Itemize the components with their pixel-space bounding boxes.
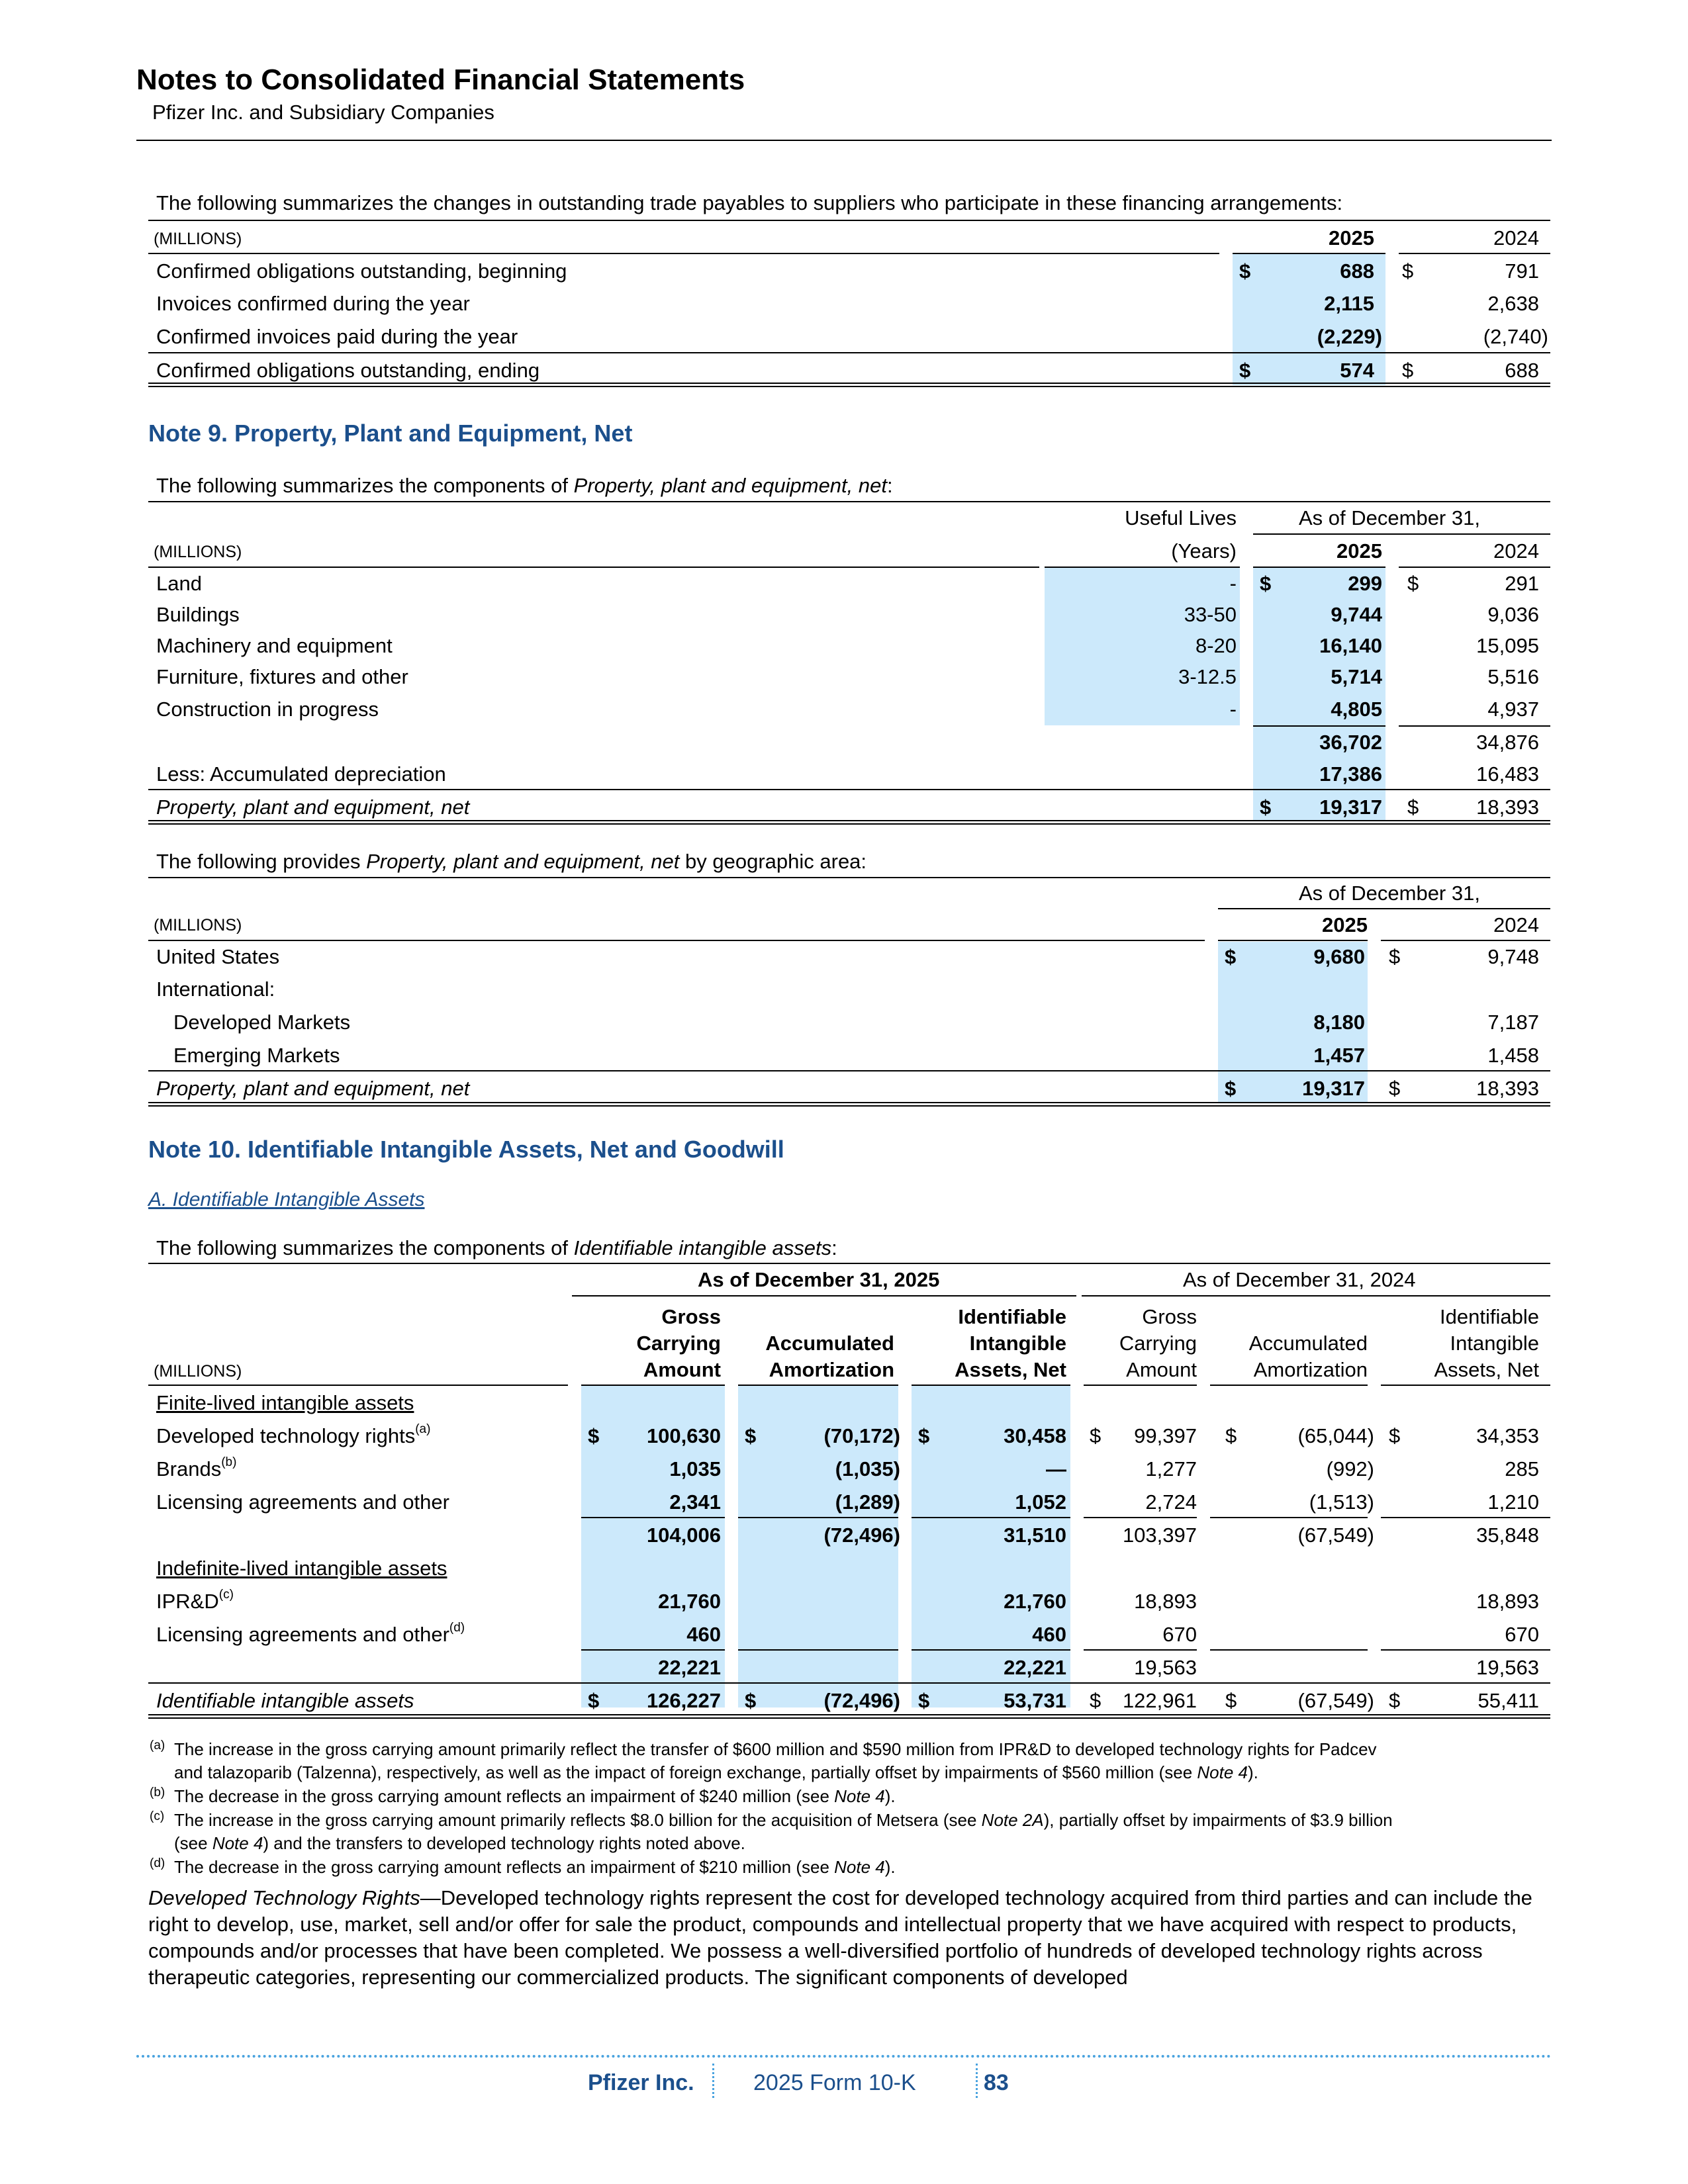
header-underline [148,1385,568,1386]
payables-intro: The following summarizes the changes in outstanding trade payables to suppliers who participate in these financing arrangements: [156,191,1343,214]
unit-label: (MILLIONS) [154,1362,242,1381]
accum-2024: (67,549) [1297,1524,1374,1547]
total-2025: 19,317 [1302,1077,1365,1100]
accum-2025: (72,496) [823,1689,900,1712]
net-2025: 21,760 [1004,1590,1066,1613]
header-underline [1381,940,1550,941]
gross-2024: 2,724 [1145,1490,1197,1514]
group-header-2024: As of December 31, 2024 [1183,1268,1416,1291]
value-2025: (2,229) [1317,325,1382,348]
footer-company: Pfizer Inc. [588,2070,694,2095]
header-underline [738,1385,898,1386]
col-net-line: Identifiable [958,1305,1066,1328]
value-2024: 9,748 [1487,945,1539,968]
gross-2025: 21,760 [658,1590,721,1613]
currency-symbol: $ [918,1424,930,1447]
value-2025: 5,714 [1331,665,1382,688]
accum-2024: (992) [1326,1457,1374,1480]
col-accum-line: Amortization [1253,1358,1368,1381]
gross-2025: 22,221 [658,1656,721,1679]
value-2024: 291 [1505,572,1539,595]
value-2024: 1,458 [1487,1044,1539,1067]
col-accum-line: Accumulated [1248,1332,1368,1355]
col-gross-line: Amount [1126,1358,1197,1381]
header-underline [148,567,1039,568]
currency-symbol: $ [1225,1424,1237,1447]
note-10-heading: Note 10. Identifiable Intangible Assets, Net and Goodwill [148,1136,784,1163]
intangibles-intro: The following summarizes the components of Identifiable intangible assets: [156,1236,837,1259]
header-underline [1084,1385,1197,1386]
header-underline [1399,567,1550,568]
column-header-2025: 2025 [1336,539,1382,563]
value-2024: 5,516 [1487,665,1539,688]
table-row-label: United States [156,945,280,968]
table-row-label: Licensing agreements and other [156,1490,449,1514]
col-net-line: Assets, Net [1434,1358,1539,1381]
useful-life: 3-12.5 [1178,665,1237,688]
useful-life: 8-20 [1195,634,1237,657]
col-net-line: Intangible [969,1332,1066,1355]
note-9-heading: Note 9. Property, Plant and Equipment, Net [148,420,633,447]
subtotal-rule [1210,1517,1368,1518]
col-net-line: Identifiable [1440,1305,1539,1328]
net-2025: 53,731 [1004,1689,1066,1712]
table-row-label: Buildings [156,603,240,626]
useful-life: - [1229,698,1237,721]
group-underline [572,1295,1076,1297]
accum-2025: (72,496) [823,1524,900,1547]
column-header-2025: 2025 [1322,913,1368,936]
developed-technology-paragraph: Developed Technology Rights—Developed technology rights represent the cost for developed technology acquired from third parties and can include the right to develop, use, market, sell and/or offer for sale the product, compounds and intellectual property that we have acquired with respect to products, compounds and/or processes that have been completed. We possess a well-diversified portfolio of hundreds of developed technology rights across therapeutic categories, representing our commercialized products. The significant components of developed [148,1886,1532,1989]
col-gross-line: Gross [1142,1305,1197,1328]
net-2024: 285 [1505,1457,1539,1480]
accum-2024: (1,513) [1309,1490,1374,1514]
value-2025: 1,457 [1313,1044,1365,1067]
table-row-label: Confirmed obligations outstanding, beginning [156,259,567,283]
accum-2025: (1,035) [835,1457,900,1480]
column-header-2024: 2024 [1493,226,1539,250]
col-accum-line: Amortization [769,1358,894,1381]
value-2025: 299 [1348,572,1382,595]
value-2025: 16,140 [1319,634,1382,657]
header-underline [1253,567,1385,568]
net-2024: 670 [1505,1623,1539,1646]
column-header-2025: 2025 [1329,226,1374,250]
currency-symbol: $ [1389,1077,1401,1100]
currency-symbol: $ [745,1424,757,1447]
currency-symbol: $ [1090,1689,1102,1712]
finite-lived-label: Finite-lived intangible assets [156,1391,414,1414]
useful-life: - [1229,572,1237,595]
gross-2024: 670 [1162,1623,1197,1646]
header-underline [1218,940,1368,941]
col-gross-line: Gross [661,1305,721,1328]
footer-form: 2025 Form 10-K [753,2070,916,2095]
header-underline [1045,567,1240,568]
subtotal-rule [581,1517,725,1518]
table-row-label: Confirmed obligations outstanding, ending [156,359,540,382]
gross-2024: 122,961 [1122,1689,1197,1712]
net-2024: 1,210 [1487,1490,1539,1514]
subtotal-rule [912,1649,1070,1651]
value-2025: 8,180 [1313,1011,1365,1034]
currency-symbol: $ [1225,1077,1237,1100]
currency-symbol: $ [1090,1424,1102,1447]
total-double-rule [148,1714,1550,1719]
currency-symbol: $ [1389,945,1401,968]
table-row-label: Developed technology rights$^{(a)}$ [156,1422,431,1447]
unit-label: (MILLIONS) [154,543,242,561]
currency-symbol: $ [1260,796,1272,819]
total-2024: 18,393 [1476,1077,1539,1100]
currency-symbol: $ [1407,796,1419,819]
value-2024: 7,187 [1487,1011,1539,1034]
net-2025: 1,052 [1015,1490,1066,1514]
gross-2025: 460 [686,1623,721,1646]
subtotal-rule [1253,725,1385,727]
subtotal-rule [1399,725,1550,727]
value-2025: 9,680 [1313,945,1365,968]
page-subtitle: Pfizer Inc. and Subsidiary Companies [152,101,494,124]
table-row-label: Property, plant and equipment, net [156,1077,470,1100]
gross-2025: 1,035 [669,1457,721,1480]
currency-symbol: $ [1402,259,1414,283]
subtotal-rule [912,1517,1070,1518]
col-net-line: Assets, Net [955,1358,1066,1381]
currency-symbol: $ [1389,1424,1401,1447]
currency-symbol: $ [918,1689,930,1712]
page-number: 83 [984,2070,1009,2095]
as-of-header: As of December 31, [1299,882,1480,905]
accum-2025: (1,289) [835,1490,900,1514]
subtotal-rule [1084,1517,1197,1518]
geo-intro: The following provides Property, plant and equipment, net by geographic area: [156,850,867,873]
col-accum-line: Accumulated [765,1332,894,1355]
table-row-label: Brands$^{(b)}$ [156,1455,237,1480]
currency-symbol: $ [588,1689,600,1712]
currency-symbol: $ [1225,945,1237,968]
table-top-rule [148,877,1550,878]
subtotal-rule [738,1517,898,1518]
currency-symbol: $ [1260,572,1272,595]
gross-2024: 103,397 [1122,1524,1197,1547]
unit-label: (MILLIONS) [154,916,242,934]
net-2025: 460 [1032,1623,1066,1646]
indefinite-lived-label: Indefinite-lived intangible assets [156,1557,447,1580]
table-row-label: Machinery and equipment [156,634,393,657]
currency-symbol: $ [588,1424,600,1447]
table-row-label: Identifiable intangible assets [156,1689,414,1712]
gross-2025: 126,227 [646,1689,721,1712]
net-2025: 22,221 [1004,1656,1066,1679]
subtotal-rule [1381,1649,1550,1651]
table-top-rule [148,220,1550,221]
subtotal-rule [1084,1649,1197,1651]
ppe-intro: The following summarizes the components of Property, plant and equipment, net: [156,474,893,497]
footer-separator [712,2064,714,2098]
value-2024: 15,095 [1476,634,1539,657]
subtotal-rule [581,1649,725,1651]
currency-symbol: $ [745,1689,757,1712]
value-2025: 688 [1340,259,1374,283]
subtotal-rule [1210,1649,1368,1651]
years-header: (Years) [1171,539,1237,563]
net-2024: 18,893 [1476,1590,1539,1613]
subtotal-rule [148,1070,1550,1071]
value-2025: 574 [1340,359,1374,382]
currency-symbol: $ [1225,1689,1237,1712]
as-of-header: As of December 31, [1299,506,1480,529]
value-2024: 16,483 [1476,762,1539,786]
useful-life: 33-50 [1184,603,1237,626]
net-2024: 19,563 [1476,1656,1539,1679]
header-underline [1210,1385,1368,1386]
subtotal-rule [148,352,1550,353]
subtotal-rule [148,789,1550,790]
gross-2024: 99,397 [1134,1424,1197,1447]
total-2024: 18,393 [1476,796,1539,819]
table-row-label: Less: Accumulated depreciation [156,762,446,786]
col-net-line: Intangible [1450,1332,1539,1355]
currency-symbol: $ [1239,259,1251,283]
gross-2024: 19,563 [1134,1656,1197,1679]
subtotal-2024: 34,876 [1476,731,1539,754]
table-row-label: Furniture, fixtures and other [156,665,408,688]
column-header-2024: 2024 [1493,539,1539,563]
value-2024: 9,036 [1487,603,1539,626]
total-rule [148,1682,1550,1684]
group-underline [1253,533,1550,535]
total-double-rule [148,820,1550,825]
table-row-label: Construction in progress [156,698,379,721]
value-2024: 791 [1505,259,1539,283]
header-underline [1233,253,1385,254]
value-2025: 17,386 [1319,762,1382,786]
subtotal-rule [738,1649,898,1651]
value-2025: 2,115 [1324,292,1374,315]
accum-2025: (70,172) [823,1424,900,1447]
group-underline [1218,908,1550,909]
header-underline [148,940,1205,941]
currency-symbol: $ [1402,359,1414,382]
subtotal-2025: 36,702 [1319,731,1382,754]
gross-2025: 100,630 [646,1424,721,1447]
table-top-rule [148,1263,1550,1264]
value-2024: (2,740) [1483,325,1548,348]
column-header-2024: 2024 [1493,913,1539,936]
header-underline [1399,253,1550,254]
col-gross-line: Carrying [636,1332,721,1355]
group-header-2025: As of December 31, 2025 [698,1268,940,1291]
table-row-label: Licensing agreements and other$^{(d)}$ [156,1621,465,1646]
subtotal-rule [1381,1517,1550,1518]
value-2025: 9,744 [1331,603,1382,626]
footer-separator [976,2064,978,2098]
value-2024: 2,638 [1487,292,1539,315]
gross-2024: 1,277 [1145,1457,1197,1480]
header-underline [912,1385,1070,1386]
value-2025: 4,805 [1331,698,1382,721]
total-2025: 19,317 [1319,796,1382,819]
header-underline [581,1385,725,1386]
table-row-label: International: [156,978,275,1001]
table-row-label: Invoices confirmed during the year [156,292,470,315]
table-row-label: Emerging Markets [173,1044,340,1067]
group-underline [1082,1295,1550,1297]
section-a-heading: A. Identifiable Intangible Assets [148,1189,425,1210]
currency-symbol: $ [1407,572,1419,595]
table-row-label: Land [156,572,202,595]
table-row-label: Property, plant and equipment, net [156,796,470,819]
net-2025: — [1046,1457,1066,1480]
table-row-label: $IPR\&D^{(c)}$ [156,1588,234,1613]
gross-2024: 18,893 [1134,1590,1197,1613]
table-row-label: Developed Markets [173,1011,351,1034]
value-2024: 4,937 [1487,698,1539,721]
net-2024: 34,353 [1476,1424,1539,1447]
table-top-rule [148,501,1550,502]
accum-2024: (65,044) [1297,1424,1374,1447]
net-2024: 55,411 [1477,1689,1539,1712]
total-double-rule [148,1102,1550,1107]
gross-2025: 2,341 [669,1490,721,1514]
col-gross-line: Amount [643,1358,721,1381]
total-double-rule [148,383,1550,387]
header-underline [148,253,1219,254]
net-2025: 31,510 [1004,1524,1066,1547]
unit-label: (MILLIONS) [154,230,242,248]
col-gross-line: Carrying [1119,1332,1197,1355]
footer-divider [136,2055,1552,2058]
net-2025: 30,458 [1004,1424,1066,1447]
accum-2024: (67,549) [1297,1689,1374,1712]
currency-symbol: $ [1239,359,1251,382]
value-2024: 688 [1505,359,1539,382]
currency-symbol: $ [1389,1689,1401,1712]
table-row-label: Confirmed invoices paid during the year [156,325,518,348]
useful-lives-header: Useful Lives [1125,506,1237,529]
gross-2025: 104,006 [646,1524,721,1547]
net-2024: 35,848 [1476,1524,1539,1547]
page-title: Notes to Consolidated Financial Statements [136,64,745,96]
header-divider [136,140,1552,141]
header-underline [1381,1385,1550,1386]
